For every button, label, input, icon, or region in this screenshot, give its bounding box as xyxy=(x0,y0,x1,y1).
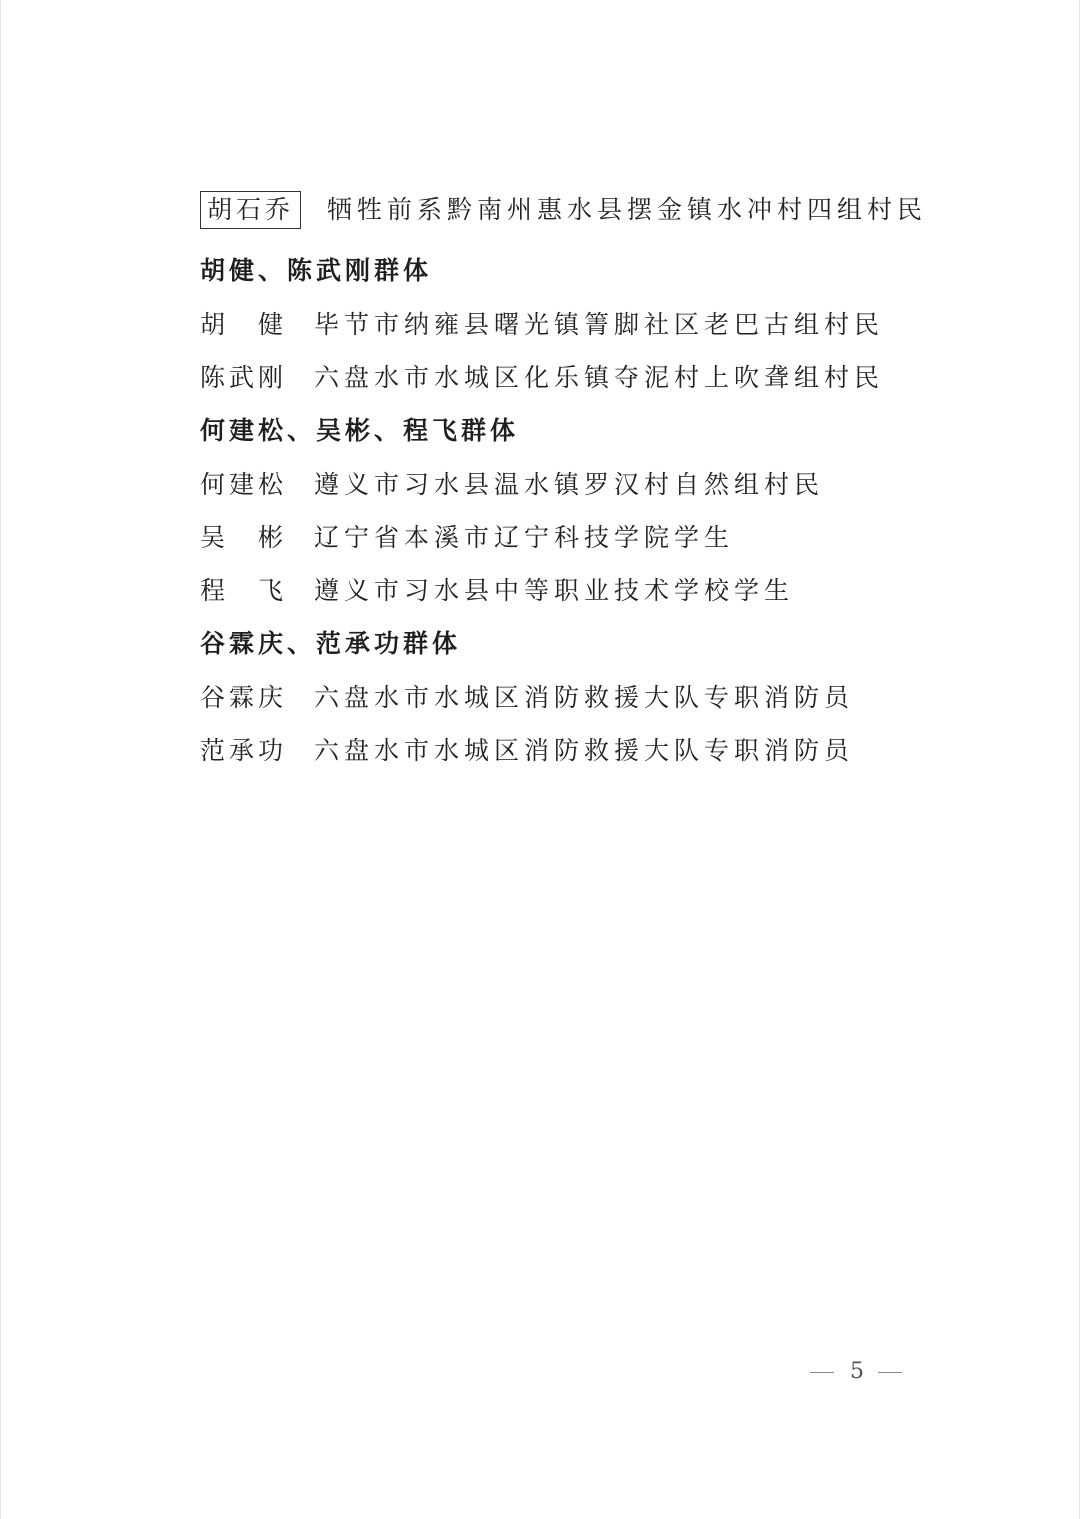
honoree-name-boxed: 胡石乔 xyxy=(200,191,301,229)
member-description: 六盘水市水城区消防救援大队专职消防员 xyxy=(314,683,855,712)
group-title: 何建松、吴彬、程飞群体 xyxy=(200,416,520,445)
member-entry xyxy=(200,518,734,558)
member-description: 六盘水市水城区消防救援大队专职消防员 xyxy=(314,736,855,765)
member-name: 谷霖庆 xyxy=(200,683,288,712)
member-entry xyxy=(200,731,854,771)
member-entry xyxy=(200,358,884,398)
honoree-description: 牺牲前系黔南州惠水县摆金镇水冲村四组村民 xyxy=(327,195,928,224)
member-entry xyxy=(200,678,854,718)
member-entry xyxy=(200,465,824,505)
group-title: 谷霖庆、范承功群体 xyxy=(200,629,462,658)
honoree-entry xyxy=(200,190,927,230)
member-description: 遵义市习水县温水镇罗汉村自然组村民 xyxy=(314,470,825,499)
member-description: 辽宁省本溪市辽宁科技学院学生 xyxy=(314,523,735,552)
member-description: 六盘水市水城区化乐镇夺泥村上吹聋组村民 xyxy=(314,363,885,392)
member-description: 毕节市纳雍县曙光镇箐脚社区老巴古组村民 xyxy=(314,310,885,339)
member-name: 吴 彬 xyxy=(200,523,288,552)
member-name: 胡 健 xyxy=(200,310,288,339)
member-entry xyxy=(200,571,794,611)
page-number: 5 xyxy=(850,1359,864,1384)
member-name: 范承功 xyxy=(200,736,288,765)
page-number-footer xyxy=(810,1356,902,1388)
member-name: 何建松 xyxy=(200,470,288,499)
member-entry xyxy=(200,305,884,345)
group-title: 胡健、陈武刚群体 xyxy=(200,256,433,285)
member-name: 陈武刚 xyxy=(200,363,288,392)
dash-decoration xyxy=(878,1372,902,1373)
member-name: 程 飞 xyxy=(200,576,288,605)
member-description: 遵义市习水县中等职业技术学校学生 xyxy=(314,576,795,605)
dash-decoration xyxy=(810,1372,834,1373)
